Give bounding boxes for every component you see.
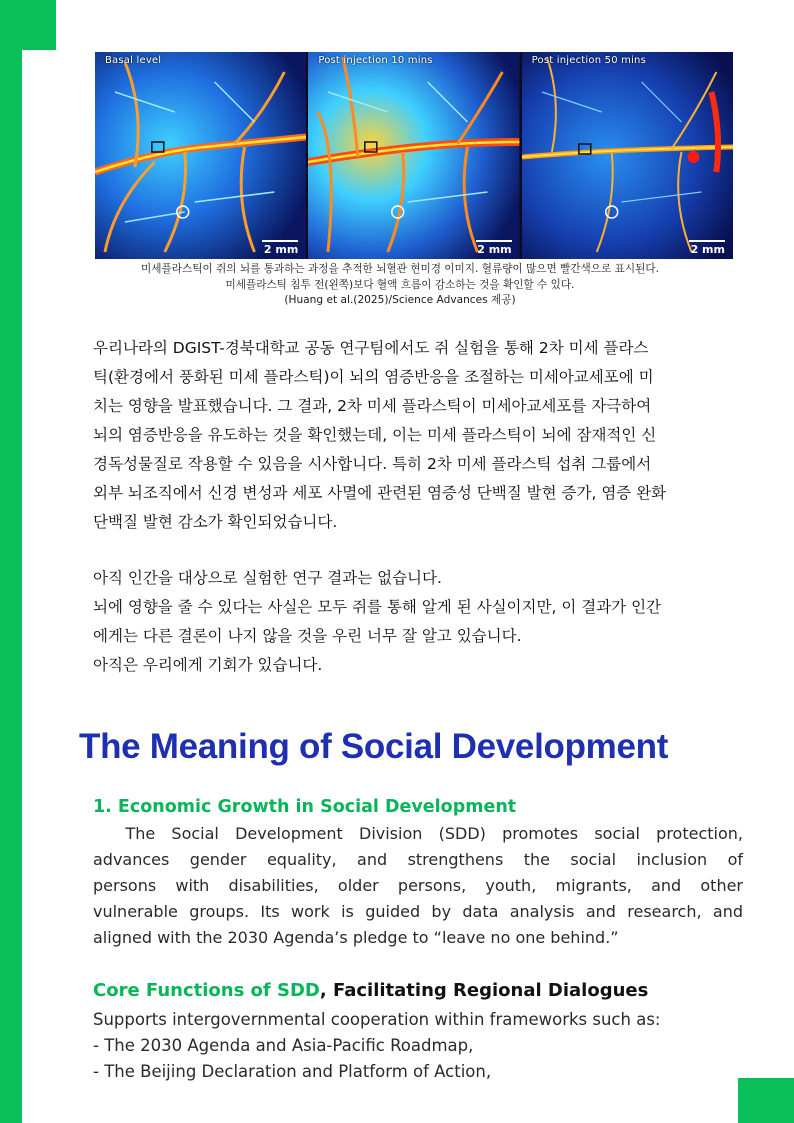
figure-panel-50min — [522, 52, 733, 259]
section-title: The Meaning of Social Development — [79, 727, 669, 766]
scale-label: 2 mm — [263, 243, 299, 256]
figure-panel-10min — [308, 52, 519, 259]
korean-paragraph-conclusion — [93, 564, 747, 680]
paragraph-line: vulnerable groups. Its work is guided by data analysis and research, and — [93, 902, 743, 921]
caption-line: (Huang et al.(2025)/Science Advances 제공) — [284, 294, 516, 306]
vessel-image — [522, 52, 733, 259]
top-accent-block — [0, 0, 56, 50]
paragraph-line: 뇌의 염증반응을 유도하는 것을 확인했는데, 이는 미세 플라스틱이 뇌에 잠재적인 신 — [93, 426, 657, 444]
frameworks-list — [93, 1007, 743, 1085]
paragraph-line: persons with disabilities, older persons, youth, migrants, and other — [93, 876, 743, 895]
figure-panel-basal — [95, 52, 306, 259]
paragraph-line: The Social Development Division (SDD) promotes social protection, — [93, 824, 743, 843]
subheading-core-functions — [93, 978, 743, 1004]
subheading-economic-growth: 1. Economic Growth in Social Development — [93, 797, 517, 817]
paragraph-line: 아직 인간을 대상으로 실험한 연구 결과는 없습니다. — [93, 569, 442, 587]
corner-accent-block — [738, 1078, 794, 1123]
brain-microscopy-figure — [95, 52, 733, 259]
paragraph-line: advances gender equality, and strengthens the social inclusion of — [93, 850, 743, 869]
scale-bar — [262, 240, 298, 242]
paragraph-line: aligned with the 2030 Agenda’s pledge to “leave no one behind.” — [93, 928, 619, 947]
panel-label: Basal level — [105, 55, 162, 66]
scale-bar — [476, 240, 512, 242]
paragraph-line: 치는 영향을 발표했습니다. 그 결과, 2차 미세 플라스틱이 미세아교세포를 자극하여 — [93, 397, 652, 415]
list-item: - The Beijing Declaration and Platform of Action, — [93, 1062, 492, 1081]
paragraph-line: 단백질 발현 감소가 확인되었습니다. — [93, 513, 338, 531]
panel-label: Post injection 50 mins — [531, 55, 647, 66]
sdd-description-paragraph — [93, 821, 743, 951]
left-accent-bar — [0, 0, 22, 1123]
list-item: Supports intergovernmental cooperation within frameworks such as: — [93, 1010, 661, 1029]
korean-paragraph-research — [93, 334, 747, 537]
panel-label: Post injection 10 mins — [318, 55, 433, 66]
vessel-image — [308, 52, 519, 259]
subheading-green-part: Core Functions of SDD — [93, 980, 320, 1001]
figure-caption — [80, 262, 720, 309]
scale-label: 2 mm — [477, 243, 512, 256]
paragraph-line: 경독성물질로 작용할 수 있음을 시사합니다. 특히 2차 미세 플라스틱 섭취 그룹에서 — [93, 455, 652, 473]
caption-line: 미세플라스틱이 쥐의 뇌를 통과하는 과정을 추적한 뇌혈관 현미경 이미지. 혈류량이 많으면 빨간색으로 표시된다. — [141, 263, 659, 275]
paragraph-line: 우리나라의 DGIST-경북대학교 공동 연구팀에서도 쥐 실험을 통해 2차 미세 플라스 — [93, 339, 649, 357]
paragraph-line: 틱(환경에서 풍화된 미세 플라스틱)이 뇌의 염증반응을 조절하는 미세아교세포에 미 — [93, 368, 654, 386]
vessel-image — [95, 52, 306, 259]
scale-label: 2 mm — [690, 243, 725, 256]
scale-bar — [689, 240, 725, 242]
paragraph-line: 외부 뇌조직에서 신경 변성과 세포 사멸에 관련된 염증성 단백질 발현 증가, 염증 완화 — [93, 484, 667, 502]
list-item: - The 2030 Agenda and Asia-Pacific Roadmap, — [93, 1036, 474, 1055]
paragraph-line: 뇌에 영향을 줄 수 있다는 사실은 모두 쥐를 통해 알게 된 사실이지만, 이 결과가 인간 — [93, 598, 662, 616]
caption-line: 미세플라스틱 침투 전(왼쪽)보다 혈액 흐름이 감소하는 것을 확인할 수 있다. — [225, 278, 575, 291]
paragraph-line: 에게는 다른 결론이 나지 않을 것을 우린 너무 잘 알고 있습니다. — [93, 627, 522, 645]
paragraph-line: 아직은 우리에게 기회가 있습니다. — [93, 656, 323, 674]
subheading-black-part: , Facilitating Regional Dialogues — [319, 980, 649, 1001]
